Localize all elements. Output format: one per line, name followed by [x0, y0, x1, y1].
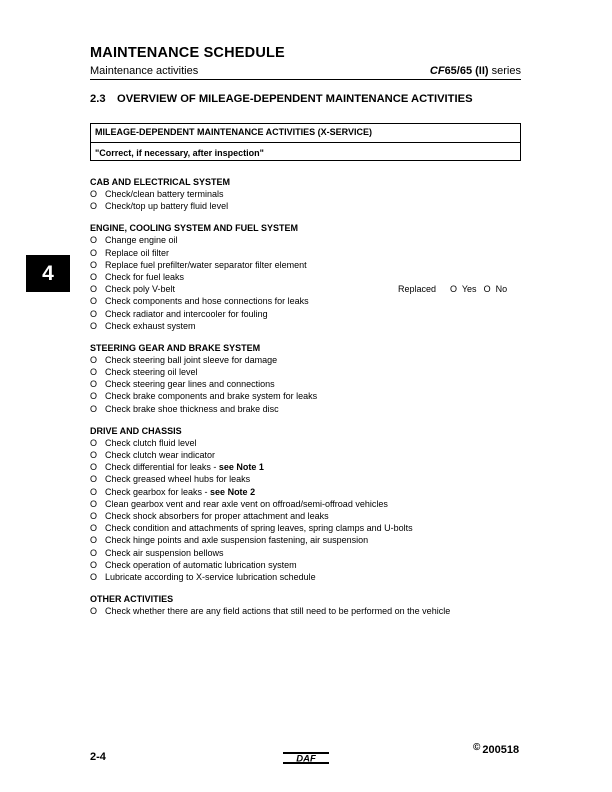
item-text: Clean gearbox vent and rear axle vent on offroad/semi-offroad vehicles: [105, 498, 388, 509]
item-text: Check brake components and brake system for leaks: [105, 391, 318, 402]
group-title: OTHER ACTIVITIES: [90, 594, 174, 605]
group-title: CAB AND ELECTRICAL SYSTEM: [90, 177, 231, 187]
checkbox-bullet[interactable]: O: [90, 235, 98, 246]
list-item: [90, 200, 530, 212]
item-text: Check for fuel leaks: [105, 271, 185, 282]
checkbox-bullet[interactable]: O: [90, 320, 98, 331]
chapter-tab: 4: [26, 255, 70, 292]
group-title: ENGINE, COOLING SYSTEM AND FUEL SYSTEM: [90, 223, 299, 234]
checkbox-bullet[interactable]: O: [90, 486, 98, 497]
list-item: [90, 320, 530, 332]
item-text: Check/top up battery fluid level: [105, 201, 229, 212]
item-text: Check poly V-belt: [105, 284, 176, 295]
replaced-no-option[interactable]: O No: [483, 284, 508, 295]
checkbox-bullet[interactable]: O: [90, 510, 98, 521]
checkbox-bullet[interactable]: O: [90, 308, 98, 319]
page-header-subtitle: Maintenance activities: [90, 65, 199, 77]
item-text: Check radiator and intercooler for fouling: [105, 308, 268, 319]
list-item: [90, 308, 530, 320]
checkbox-bullet[interactable]: O: [90, 403, 98, 414]
list-item: [90, 354, 530, 366]
list-item: [90, 461, 530, 473]
header-rule: [90, 79, 521, 80]
checkbox-bullet[interactable]: O: [90, 284, 98, 295]
item-text: Check steering gear lines and connections: [105, 379, 275, 390]
item-text: Replace fuel prefilter/water separator filter element: [105, 259, 307, 270]
list-item: [90, 234, 530, 246]
checkbox-bullet[interactable]: O: [90, 259, 98, 270]
list-item: [90, 498, 530, 510]
checkbox-bullet[interactable]: O: [90, 201, 98, 212]
item-text: Check condition and attachments of spring leaves, spring clamps and U-bolts: [105, 523, 413, 534]
list-item: [90, 295, 530, 307]
list-item: [90, 605, 530, 617]
box-instruction: "Correct, if necessary, after inspection": [95, 148, 264, 158]
checkbox-bullet[interactable]: O: [90, 498, 98, 509]
box-title: MILEAGE-DEPENDENT MAINTENANCE ACTIVITIES (X-SERVICE): [95, 127, 373, 137]
checkbox-bullet[interactable]: O: [90, 606, 98, 617]
activities-box: [90, 123, 521, 161]
page-header-subtitle-row: [90, 65, 521, 77]
item-text: Check/clean battery terminals: [105, 189, 224, 199]
document-code: [473, 744, 519, 756]
item-text: Check steering oil level: [105, 367, 198, 378]
note-reference-1: see Note 1: [218, 462, 264, 473]
series-model: CF: [429, 65, 445, 77]
list-item: [90, 486, 530, 498]
checkbox-bullet[interactable]: O: [90, 474, 98, 485]
logo-text: DAF: [296, 753, 316, 764]
list-item: [90, 188, 530, 200]
list-item: [90, 571, 530, 583]
list-item: [90, 403, 530, 415]
item-text: Check hinge points and axle suspension fastening, air suspension: [105, 535, 369, 546]
checkbox-bullet[interactable]: O: [90, 437, 98, 448]
item-text: Check shock absorbers for proper attachment and leaks: [105, 510, 329, 521]
group-cab-electrical: [90, 176, 530, 212]
checkbox-bullet[interactable]: O: [90, 571, 98, 582]
list-item: [90, 271, 530, 283]
list-item: [90, 510, 530, 522]
checkbox-bullet[interactable]: O: [90, 450, 98, 460]
activity-groups: [90, 176, 530, 627]
list-item: [90, 259, 530, 271]
item-text: Check operation of automatic lubrication system: [105, 559, 297, 570]
group-steering-brake: [90, 342, 530, 415]
checkbox-bullet[interactable]: O: [90, 462, 98, 473]
checkbox-bullet[interactable]: O: [90, 379, 98, 390]
list-item: [90, 366, 530, 378]
item-text-main: Check differential for leaks -: [105, 462, 219, 473]
checkbox-bullet[interactable]: O: [90, 247, 98, 258]
group-title: STEERING GEAR AND BRAKE SYSTEM: [90, 342, 261, 353]
document-code-value: 200518: [482, 744, 520, 756]
group-engine-cooling-fuel: [90, 222, 530, 332]
item-text: Change engine oil: [105, 235, 178, 246]
item-text: Check clutch fluid level: [105, 437, 197, 448]
replaced-options: [398, 283, 514, 295]
item-text: Check brake shoe thickness and brake disc: [105, 403, 279, 414]
copyright-symbol: ©: [473, 742, 481, 753]
daf-logo-icon: [283, 752, 329, 764]
series-label: [430, 65, 521, 77]
list-item: [90, 449, 530, 461]
section-number: 2.3: [90, 93, 106, 105]
checkbox-bullet[interactable]: O: [90, 391, 98, 402]
checkbox-bullet[interactable]: O: [90, 535, 98, 546]
item-text-main: Check gearbox for leaks -: [105, 486, 211, 497]
checkbox-bullet[interactable]: O: [90, 559, 98, 570]
checkbox-bullet[interactable]: O: [90, 367, 98, 378]
series-variant: 65/65 (II): [444, 65, 489, 77]
checkbox-bullet[interactable]: O: [90, 296, 98, 307]
list-item: [90, 547, 530, 559]
list-item: [90, 534, 530, 546]
list-item: [90, 390, 530, 402]
item-text: Replace oil filter: [105, 247, 170, 258]
item-text: Lubricate according to X-service lubrication schedule: [105, 571, 316, 582]
list-item: [90, 378, 530, 390]
item-text: [105, 486, 255, 498]
checkbox-bullet[interactable]: O: [90, 547, 98, 558]
checkbox-bullet[interactable]: O: [90, 354, 98, 365]
group-drive-chassis: [90, 425, 530, 583]
item-text: Check air suspension bellows: [105, 547, 224, 558]
box-divider: [91, 142, 520, 143]
series-suffix: series: [488, 65, 521, 77]
list-item: [90, 522, 530, 534]
group-title: DRIVE AND CHASSIS: [90, 425, 182, 436]
item-text: Check steering ball joint sleeve for damage: [105, 354, 278, 365]
list-item: [90, 559, 530, 571]
list-item: [90, 473, 530, 485]
group-other-activities: [90, 593, 530, 617]
checkbox-bullet[interactable]: O: [90, 189, 98, 199]
checkbox-bullet[interactable]: O: [90, 523, 98, 534]
item-text: Check components and hose connections for leaks: [105, 296, 309, 307]
checkbox-bullet[interactable]: O: [90, 271, 98, 282]
item-text: Check whether there are any field actions that still need to be performed on the vehicle: [105, 606, 451, 617]
item-text: Check exhaust system: [105, 320, 196, 331]
section-heading: [90, 93, 473, 105]
item-text: [105, 461, 264, 473]
replaced-label: Replaced: [398, 284, 437, 295]
replaced-yes-option[interactable]: O Yes: [450, 284, 477, 295]
item-text: Check clutch wear indicator: [105, 450, 216, 460]
item-text: Check greased wheel hubs for leaks: [105, 474, 251, 485]
note-reference-2: see Note 2: [210, 486, 256, 497]
list-item: [90, 283, 530, 295]
page-number: 2-4: [90, 751, 106, 763]
page-header-title: MAINTENANCE SCHEDULE: [90, 45, 285, 61]
list-item: [90, 247, 530, 259]
section-title: OVERVIEW OF MILEAGE-DEPENDENT MAINTENANCE ACTIVITIES: [117, 93, 473, 105]
list-item: [90, 437, 530, 449]
